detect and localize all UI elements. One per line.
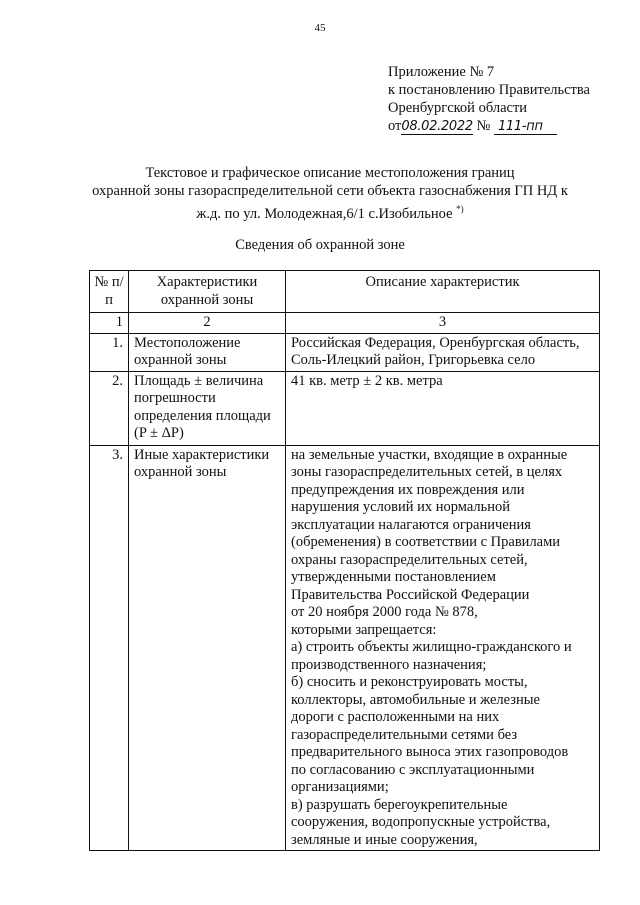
- description-line: Правительства Российской Федерации: [291, 586, 530, 603]
- description-line: по согласованию с эксплуатационными: [291, 761, 535, 778]
- description-line: б) сносить и реконструировать мосты,: [291, 674, 528, 690]
- row-characteristic: Местоположение охранной зоны: [129, 333, 286, 371]
- description-line: от 20 ноября 2000 года № 878,: [291, 604, 478, 620]
- table-row: [90, 371, 600, 445]
- row-description: [286, 371, 600, 445]
- description-line: которыми запрещается:: [291, 621, 437, 638]
- description-line: дороги с расположенными на них: [291, 709, 500, 725]
- appendix-line-1: Приложение № 7: [388, 64, 495, 80]
- description-line: предварительного выноса этих газопроводов: [291, 744, 569, 760]
- title-line-2: охранной зоны газораспределительной сети объекта газоснабжения ГП НД к: [92, 183, 568, 199]
- document-title: [60, 164, 600, 223]
- section-title: Сведения об охранной зоне: [235, 237, 405, 253]
- description-line: (обременения) в соответствии с Правилами: [291, 534, 561, 550]
- description-line: предупреждения их повреждения или: [291, 481, 525, 498]
- description-line: нарушения условий их нормальной: [291, 499, 511, 515]
- column-number-row: [90, 313, 600, 334]
- row-description: [286, 333, 600, 371]
- header-description: Описание характеристик: [286, 271, 600, 313]
- column-number: 3: [286, 313, 600, 334]
- title-line-1: Текстовое и графическое описание местоположения границ: [145, 165, 515, 181]
- description-line: на земельные участки, входящие в охранные: [291, 446, 568, 463]
- row-num: 2.: [90, 371, 129, 445]
- description-line: производственного назначения;: [291, 656, 487, 673]
- footnote-mark: *): [456, 204, 464, 214]
- description-line: сооружения, водопропускные устройства,: [291, 814, 551, 830]
- description-line: организациями;: [291, 779, 389, 795]
- zone-table: [89, 270, 600, 851]
- handwritten-number: 111-пп: [494, 119, 557, 135]
- description-line: Российская Федерация, Оренбургская область,: [291, 334, 580, 351]
- appendix-date-line: [388, 117, 628, 136]
- description-line: охраны газораспределительных сетей,: [291, 551, 528, 568]
- description-line: земляные и иные сооружения,: [291, 831, 478, 848]
- description-line: газораспределительными сетями без: [291, 726, 518, 743]
- page-number: 45: [314, 22, 326, 34]
- date-prefix: от: [388, 118, 402, 134]
- description-line: зоны газораспределительных сетей, в целях: [291, 464, 563, 480]
- table-row: [90, 445, 600, 851]
- header-characteristic: Характеристики охранной зоны: [129, 271, 286, 313]
- table-header-row: [90, 271, 600, 313]
- title-line-3: [60, 200, 600, 223]
- appendix-header: [388, 63, 628, 136]
- row-num: 1.: [90, 333, 129, 371]
- row-characteristic: Иные характеристики охранной зоны: [129, 445, 286, 851]
- description-line: утвержденными постановлением: [291, 569, 496, 585]
- table-row: [90, 333, 600, 371]
- description-line: Соль-Илецкий район, Григорьевка село: [291, 352, 536, 368]
- column-number: 1: [90, 313, 129, 334]
- description-line: эксплуатации налагаются ограничения: [291, 516, 531, 533]
- header-num: № п/п: [90, 271, 129, 313]
- title-line-3-text: ж.д. по ул. Молодежная,6/1 с.Изобильное: [196, 205, 453, 222]
- appendix-line-2: к постановлению Правительства: [388, 82, 590, 98]
- appendix-line-3: Оренбургской области: [388, 100, 528, 116]
- column-number: 2: [129, 313, 286, 334]
- row-characteristic: Площадь ± величина погрешности определения площади (P ± ΔP): [129, 371, 286, 445]
- row-num: 3.: [90, 445, 129, 851]
- description-line: а) строить объекты жилищно-гражданского и: [291, 639, 572, 655]
- description-line: 41 кв. метр ± 2 кв. метра: [291, 372, 443, 389]
- handwritten-date: 08.02.2022: [401, 119, 473, 134]
- row-description: [286, 445, 600, 851]
- description-line: коллекторы, автомобильные и железные: [291, 691, 540, 708]
- number-prefix: №: [476, 118, 491, 134]
- description-line: в) разрушать берегоукрепительные: [291, 796, 508, 813]
